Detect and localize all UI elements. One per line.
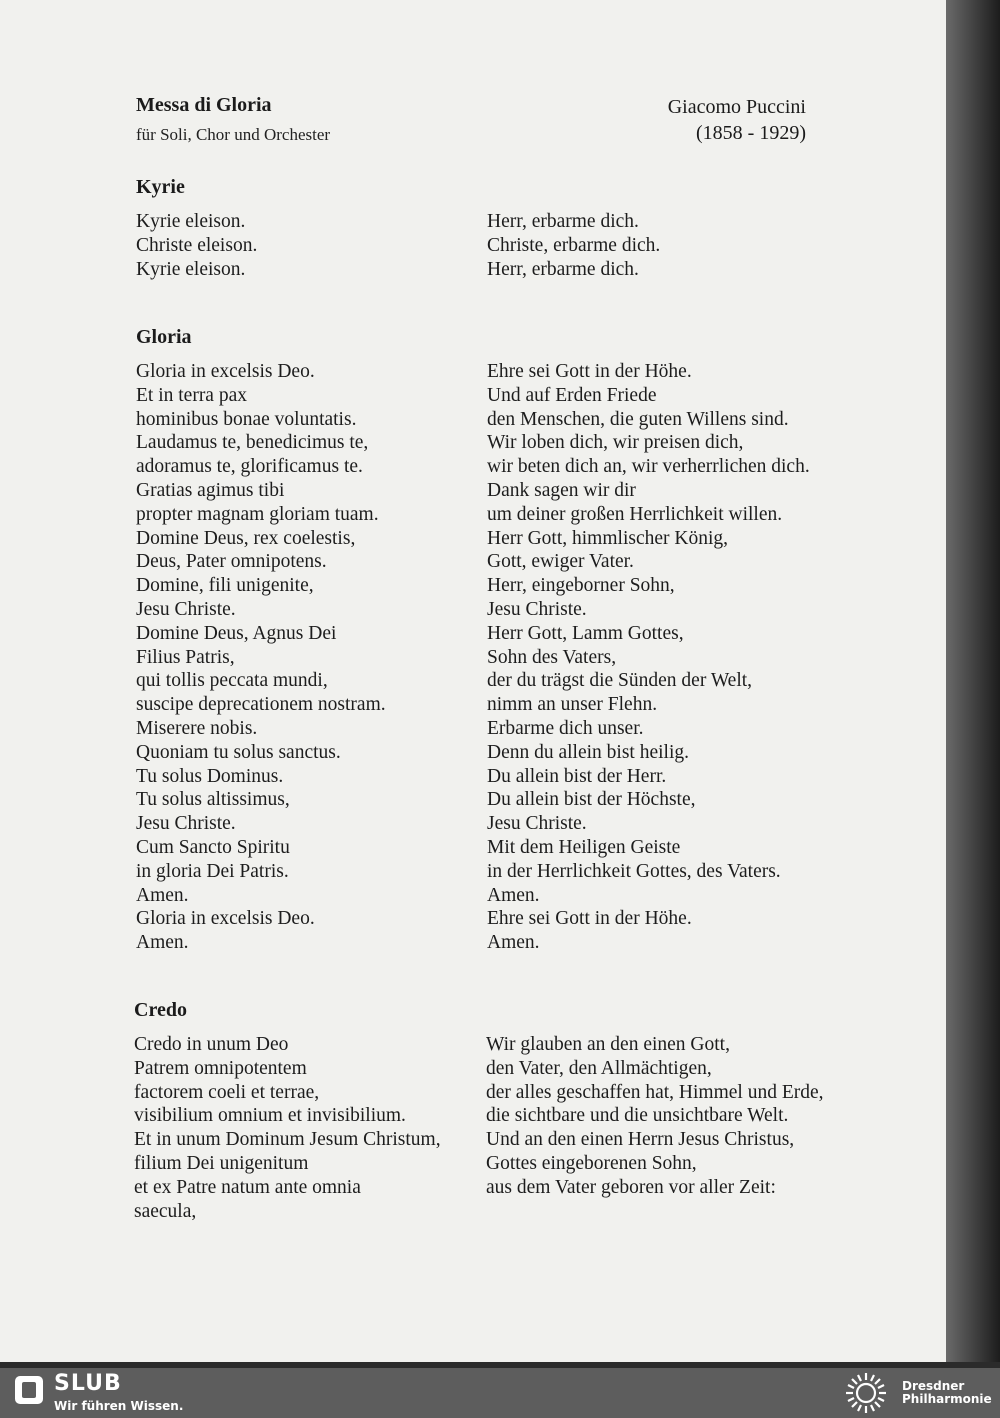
- section-heading: Gloria: [136, 326, 192, 348]
- latin-line: Quoniam tu solus sanctus.: [136, 741, 341, 763]
- latin-line: Tu solus altissimus,: [136, 789, 290, 811]
- german-line: Erbarme dich unser.: [487, 717, 644, 739]
- latin-line: Domine Deus, rex coelestis,: [136, 527, 356, 549]
- latin-line: Filius Patris,: [136, 646, 235, 668]
- latin-line: Kyrie eleison.: [136, 258, 246, 280]
- work-subtitle: für Soli, Chor und Orchester: [136, 125, 331, 144]
- latin-line: Domine, fili unigenite,: [136, 575, 314, 597]
- german-line: Du allein bist der Herr.: [487, 765, 667, 787]
- german-line: Ehre sei Gott in der Höhe.: [487, 361, 692, 382]
- latin-line: filium Dei unigenitum: [134, 1152, 309, 1174]
- german-column: [486, 1033, 824, 1200]
- german-column: [487, 210, 660, 281]
- latin-line: qui tollis peccata mundi,: [136, 670, 328, 692]
- page-edge-shadow: [946, 0, 1000, 1362]
- german-line: die sichtbare und die unsichtbare Welt.: [486, 1105, 789, 1127]
- german-line: Gott, ewiger Vater.: [487, 551, 634, 573]
- german-line: Herr Gott, Lamm Gottes,: [487, 622, 684, 644]
- orchestra-name: [902, 1380, 992, 1406]
- latin-line: Cum Sancto Spiritu: [136, 836, 290, 858]
- work-title: Messa di Gloria: [136, 94, 272, 116]
- german-line: Du allein bist der Höchste,: [487, 789, 696, 811]
- german-line: Herr, erbarme dich.: [487, 211, 639, 232]
- german-line: der alles geschaffen hat, Himmel und Erde,: [486, 1081, 824, 1103]
- latin-line: Christe eleison.: [136, 234, 258, 256]
- german-line: Christe, erbarme dich.: [487, 234, 661, 256]
- latin-line: Domine Deus, Agnus Dei: [136, 622, 337, 644]
- latin-line: Amen.: [136, 932, 189, 954]
- latin-line: in gloria Dei Patris.: [136, 860, 289, 882]
- german-line: Amen.: [487, 884, 540, 906]
- latin-line: Gratias agimus tibi: [136, 479, 285, 501]
- work-header: [136, 94, 330, 145]
- german-line: Jesu Christe.: [487, 598, 587, 620]
- german-line: in der Herrlichkeit Gottes, des Vaters.: [487, 860, 781, 882]
- latin-line: saecula,: [134, 1200, 197, 1222]
- composer-dates: (1858 - 1929): [696, 122, 806, 144]
- latin-line: Tu solus Dominus.: [136, 765, 284, 787]
- german-line: Dank sagen wir dir: [487, 479, 636, 501]
- german-line: wir beten dich an, wir verherrlichen dich.: [487, 456, 810, 478]
- latin-line: Jesu Christe.: [136, 598, 236, 620]
- composer-header: [668, 96, 806, 145]
- german-line: Ehre sei Gott in der Höhe.: [487, 908, 692, 930]
- library-tagline: Wir führen Wissen.: [54, 1399, 184, 1413]
- latin-line: Kyrie eleison.: [136, 211, 246, 232]
- latin-line: adoramus te, glorificamus te.: [136, 456, 363, 478]
- latin-column: [134, 1033, 441, 1223]
- german-line: Amen.: [487, 932, 540, 954]
- german-line: um deiner großen Herrlichkeit willen.: [487, 503, 783, 525]
- orchestra-name-line2: Philharmonie: [902, 1392, 992, 1406]
- composer-name: Giacomo Puccini: [667, 96, 806, 118]
- latin-line: Jesu Christe.: [136, 813, 236, 835]
- latin-line: Credo in unum Deo: [134, 1034, 289, 1055]
- library-name: SLUB: [54, 1371, 122, 1396]
- philharmonie-logo-icon: [840, 1370, 892, 1416]
- latin-column: [136, 210, 257, 281]
- german-line: Und an den einen Herrn Jesus Christus,: [486, 1129, 795, 1151]
- latin-line: Miserere nobis.: [136, 717, 258, 739]
- section-heading: Kyrie: [136, 176, 185, 198]
- latin-line: Et in terra pax: [136, 384, 247, 406]
- latin-line: visibilium omnium et invisibilium.: [134, 1105, 406, 1127]
- latin-line: factorem coeli et terrae,: [134, 1081, 320, 1103]
- german-column: [487, 360, 810, 955]
- german-line: Jesu Christe.: [487, 813, 587, 835]
- latin-line: Gloria in excelsis Deo.: [136, 361, 315, 382]
- german-line: aus dem Vater geboren vor aller Zeit:: [486, 1176, 776, 1198]
- german-line: Wir loben dich, wir preisen dich,: [487, 432, 744, 454]
- latin-column: [136, 360, 386, 955]
- latin-line: Patrem omnipotentem: [134, 1057, 307, 1079]
- footer-bar: [0, 1368, 1000, 1418]
- german-line: Mit dem Heiligen Geiste: [487, 836, 681, 858]
- section-heading: Credo: [134, 999, 187, 1021]
- orchestra-name-line1: Dresdner: [902, 1379, 965, 1393]
- latin-line: suscipe deprecationem nostram.: [136, 694, 386, 716]
- german-line: den Vater, den Allmächtigen,: [486, 1057, 712, 1079]
- german-line: Und auf Erden Friede: [487, 384, 657, 406]
- german-line: Herr Gott, himmlischer König,: [487, 527, 728, 549]
- latin-line: Amen.: [136, 884, 189, 906]
- latin-line: Et in unum Dominum Jesum Christum,: [134, 1129, 441, 1151]
- german-line: Sohn des Vaters,: [487, 646, 617, 668]
- german-line: nimm an unser Flehn.: [487, 694, 658, 716]
- german-line: Denn du allein bist heilig.: [487, 741, 690, 763]
- german-line: Gottes eingeborenen Sohn,: [486, 1152, 697, 1174]
- german-line: Herr, erbarme dich.: [487, 258, 639, 280]
- german-line: Wir glauben an den einen Gott,: [486, 1034, 730, 1055]
- german-line: den Menschen, die guten Willens sind.: [487, 408, 789, 430]
- latin-line: hominibus bonae voluntatis.: [136, 408, 357, 430]
- latin-line: propter magnam gloriam tuam.: [136, 503, 379, 525]
- slub-logo-icon: [14, 1375, 44, 1405]
- latin-line: Laudamus te, benedicimus te,: [136, 432, 369, 454]
- latin-line: Deus, Pater omnipotens.: [136, 551, 327, 573]
- latin-line: et ex Patre natum ante omnia: [134, 1176, 361, 1198]
- german-line: der du trägst die Sünden der Welt,: [487, 670, 753, 692]
- latin-line: Gloria in excelsis Deo.: [136, 908, 315, 930]
- german-line: Herr, eingeborner Sohn,: [487, 575, 675, 597]
